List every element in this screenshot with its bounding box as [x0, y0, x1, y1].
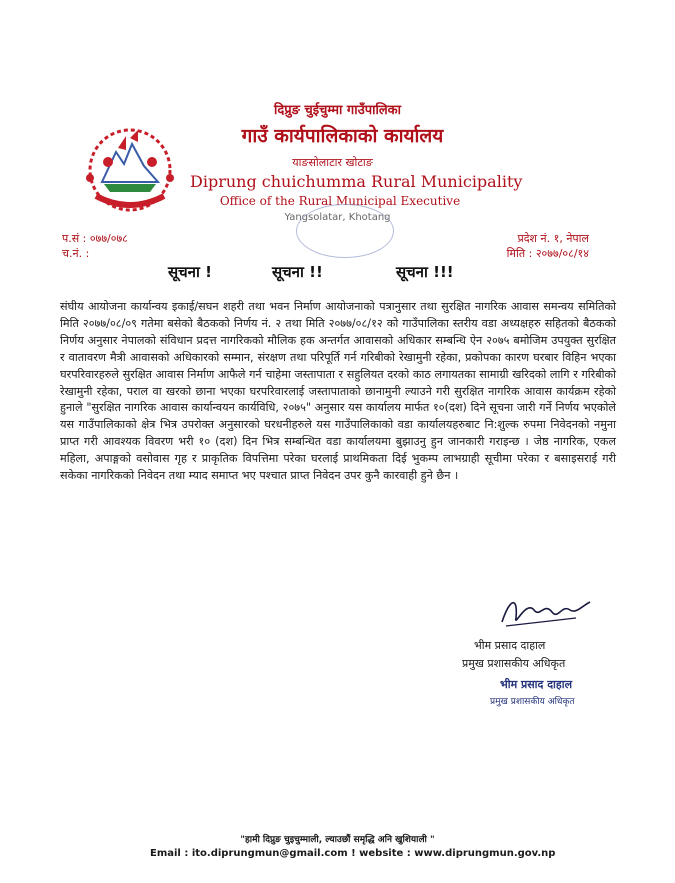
- stamp-signatory-name: भीम प्रसाद दाहाल: [500, 678, 573, 691]
- office-name-english: Office of the Rural Municipal Executive: [219, 194, 461, 208]
- stamp-signatory-title: प्रमुख प्रशासकीय अधिकृत: [490, 697, 575, 707]
- office-stamp: [296, 204, 394, 258]
- notice-heading-1: सूचना !: [168, 263, 212, 281]
- notice-body: संघीय आयोजना कार्यान्वय इकाई/सघन शहरी तथा भवन निर्माण आयोजनाको पत्रानुसार तथा सुरक्षित नागरिक आवास समन्वय समितिको मिति २०७७/०८/०९ गतेमा बसेको बैठकको निर्णय नं. २ तथा मिति २०७७/०८/१२ को गाउँपालिका स्तरीय वडा अध्यक्षहरु सहितको बैठकको निर्णय अनुसार नेपालको संविधान प्रदत्त नागरिकको मौलिक हक अन्तर्गत आवासको अधिकार सम्बन्धि ऐन २०७५ बमोजिम उपयुक्त सुरक्षित र वातावरण मैत्री आवासको अधिकारको सम्मान, संरक्षण तथा परिपूर्ति गर्न गरिबीको रेखामुनी रहेका, प्रकोपका कारण घरबार विहिन भएका घरपरिवारहरुले सुरक्षित आवास निर्माण आफैले गर्न चाहेमा जस्तापाता र सहुलियत दरको काठ लगायतका सामाग्री खरिदको लागि र गरिबीको रेखामुनी रहेका, पराल वा खरको छाना भएका घरपरिवारलाई जस्तापाताको छानामुनी ल्याउने गरी सुरक्षित नागरिक आवास कार्यक्रम रहेको हुनाले "सुरक्षित नागरिक आवास कार्यान्वयन कार्यविधि, २०७५" अनुसार यस कार्यालय मार्फत १०(दश) दिने सूचना जारी गर्ने निर्णय भएकोले यस गाउँपालिकाको क्षेत्र भित्र उपरोक्त अनुसारको घरधनीहरुले यस गाउँपालिकाको वडा कार्यालयहरुबाट नि:शुल्क रुपमा निवेदनको नमुना प्राप्त गरी आवश्यक विवरण भरी १० (दश) दिन भित्र सम्बन्धित वडा कार्यालयमा बुझाउनु हुन जानकारी गराइन्छ । जेष्ठ नागरिक, एकल महिला, अपाङ्गको वसोवास गृह र प्राकृतिक विपत्तिमा परेका घरलाई प्राथमिकता दिई भुकम्प लाभग्राही सूचीमा परेका र बसाइसराई गरी सकेका नागरिकको निवेदन तथा म्याद समाप्त भए पश्चात प्राप्त निवेदन उपर कुनै कारवाही हुने छैन ।: [60, 300, 616, 483]
- dispatch-number: च.नं. :: [62, 247, 90, 260]
- signatory-name: भीम प्रसाद दाहाल: [474, 639, 546, 652]
- office-name-nepali: गाउँ कार्यपालिकाको कार्यालय: [241, 125, 444, 147]
- footer-slogan: "हामी दिप्रुङ चुइचुम्माली, ल्याउछौं समृद्धि अनि खुशियाली ": [240, 835, 435, 845]
- nepal-emblem-icon: [68, 118, 192, 218]
- municipality-name-english: Diprung chuichumma Rural Municipality: [190, 172, 523, 191]
- province-label: प्रदेश नं. १, नेपाल: [517, 232, 589, 245]
- signatory-title: प्रमुख प्रशासकीय अधिकृत: [462, 657, 566, 670]
- reference-number: प.सं : ०७७/०७८: [62, 232, 128, 245]
- address-nepali: याङसोलाटार खोटाङ: [292, 156, 373, 169]
- notice-heading-3: सूचना !!!: [396, 263, 454, 281]
- footer-contact: Email : ito.diprungmun@gmail.com ! website : www.diprungmun.gov.np: [150, 848, 556, 859]
- address-english: Yangsolatar, Khotang: [284, 212, 391, 223]
- notice-heading-2: सूचना !!: [272, 263, 323, 281]
- handwritten-signature: [496, 588, 596, 632]
- municipality-name-nepali: दिप्रुङ चुईचुम्मा गाउँपालिका: [273, 103, 401, 118]
- letter-date: मिति : २०७७/०८/१४: [506, 247, 589, 260]
